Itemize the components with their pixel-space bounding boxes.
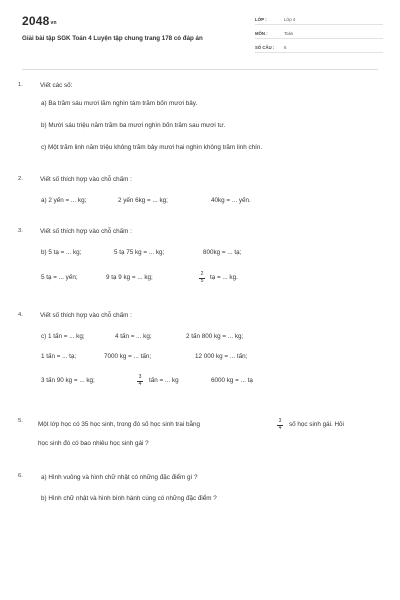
meta-count-row [255, 43, 383, 53]
fraction-numerator: 3 [278, 418, 282, 424]
logo-text: 2048 [22, 14, 50, 28]
meta-subject-label: MÔN : [255, 31, 268, 36]
conversion-item: c) 1 tấn = ... kg; [41, 333, 85, 340]
conversion-item: 3 tấn 90 kg = ... kg; [41, 377, 95, 384]
question-row [41, 332, 371, 342]
logo-suffix: vn [50, 20, 57, 26]
fraction [277, 419, 283, 431]
question-prompt: Viết số thích hợp vào chỗ chấm : [40, 312, 132, 319]
meta-class-row [255, 15, 383, 25]
question-row [41, 273, 361, 283]
question-prompt: Viết số thích hợp vào chỗ chấm : [40, 228, 132, 235]
fraction-numerator: 3 [138, 374, 142, 380]
conversion-item: 5 tạ = ... yến; [41, 274, 78, 281]
conversion-item: 12 000 kg = ... tấn; [195, 353, 248, 360]
fraction [137, 375, 143, 387]
question-text: số học sinh gái. Hỏi [289, 421, 344, 428]
conversion-item: 2 tấn 800 kg = ... kg; [186, 333, 244, 340]
fraction [199, 272, 205, 284]
conversion-item: 6000 kg = ... tạ [211, 377, 253, 384]
page-header [0, 0, 400, 68]
conversion-item: 4 tấn = ... kg; [115, 333, 152, 340]
meta-count-value: 6 [284, 45, 287, 50]
question-line: c) Một trăm linh năm triệu không trăm bảy mươi hai nghìn không trăm linh chín. [41, 144, 263, 151]
meta-class-label: LỚP : [255, 17, 267, 22]
question-prompt: Viết số thích hợp vào chỗ chấm : [40, 176, 132, 183]
fraction-denominator: 5 [200, 278, 204, 284]
question-prompt: Viết các số: [40, 82, 73, 89]
fraction-denominator: 4 [138, 381, 142, 387]
question-line: b) Hình chữ nhật và hình bình hành cùng có những đặc điểm ? [41, 495, 217, 502]
page-title: Giải bài tập SGK Toán 4 Luyện tập chung trang 178 có đáp án [22, 35, 203, 42]
conversion-item: b) 5 tạ = ... kg; [41, 249, 82, 256]
conversion-item: 1 tấn = ... tạ; [41, 353, 77, 360]
question-line: b) Mười sáu triệu năm trăm ba mươi nghìn bốn trăm sau mươi tư. [41, 122, 226, 129]
question-row [41, 196, 361, 206]
question-line: học sinh đó có bao nhiêu học sinh gái ? [38, 440, 149, 447]
meta-subject-row [255, 29, 383, 39]
meta-subject-value: Toán [284, 31, 294, 36]
conversion-item: tấn = ... kg [149, 377, 179, 384]
fraction-numerator: 2 [200, 271, 204, 277]
conversion-item: a) 2 yến = ... kg; [41, 197, 87, 204]
question-row [41, 352, 371, 362]
meta-count-label: SỐ CÂU : [255, 45, 275, 50]
question-number: 4. [18, 312, 23, 318]
conversion-item: tạ = ... kg. [210, 274, 238, 281]
site-logo[interactable] [22, 14, 57, 28]
fraction-denominator: 4 [278, 425, 282, 431]
question-row [41, 376, 371, 386]
conversion-item: 40kg = ... yến. [211, 197, 251, 204]
question-number: 1. [18, 82, 23, 88]
question-number: 6. [18, 473, 23, 479]
conversion-item: 9 tạ 9 kg = ... kg; [106, 274, 153, 281]
question-number: 2. [18, 176, 23, 182]
conversion-item: 5 tạ 75 kg = ... kg; [114, 249, 165, 256]
question-line: a) Hình vuông và hình chữ nhật có những đặc điểm gì ? [41, 474, 198, 481]
question-number: 5. [18, 418, 23, 424]
conversion-item: 800kg = ... tạ; [203, 249, 242, 256]
question-line: a) Ba trăm sáu mươi lăm nghìn tám trăm bốn mươi bảy. [41, 100, 198, 107]
conversion-item: 7000 kg = ... tấn; [104, 353, 152, 360]
question-row [38, 420, 388, 430]
meta-class-value: Lớp 4 [284, 17, 296, 22]
question-text: Một lớp học có 35 học sinh, trong đó số học sinh trai bằng [38, 421, 200, 428]
conversion-item: 2 yến 6kg = ... kg; [118, 197, 168, 204]
question-row [41, 248, 361, 258]
header-divider [22, 69, 378, 70]
question-number: 3. [18, 228, 23, 234]
